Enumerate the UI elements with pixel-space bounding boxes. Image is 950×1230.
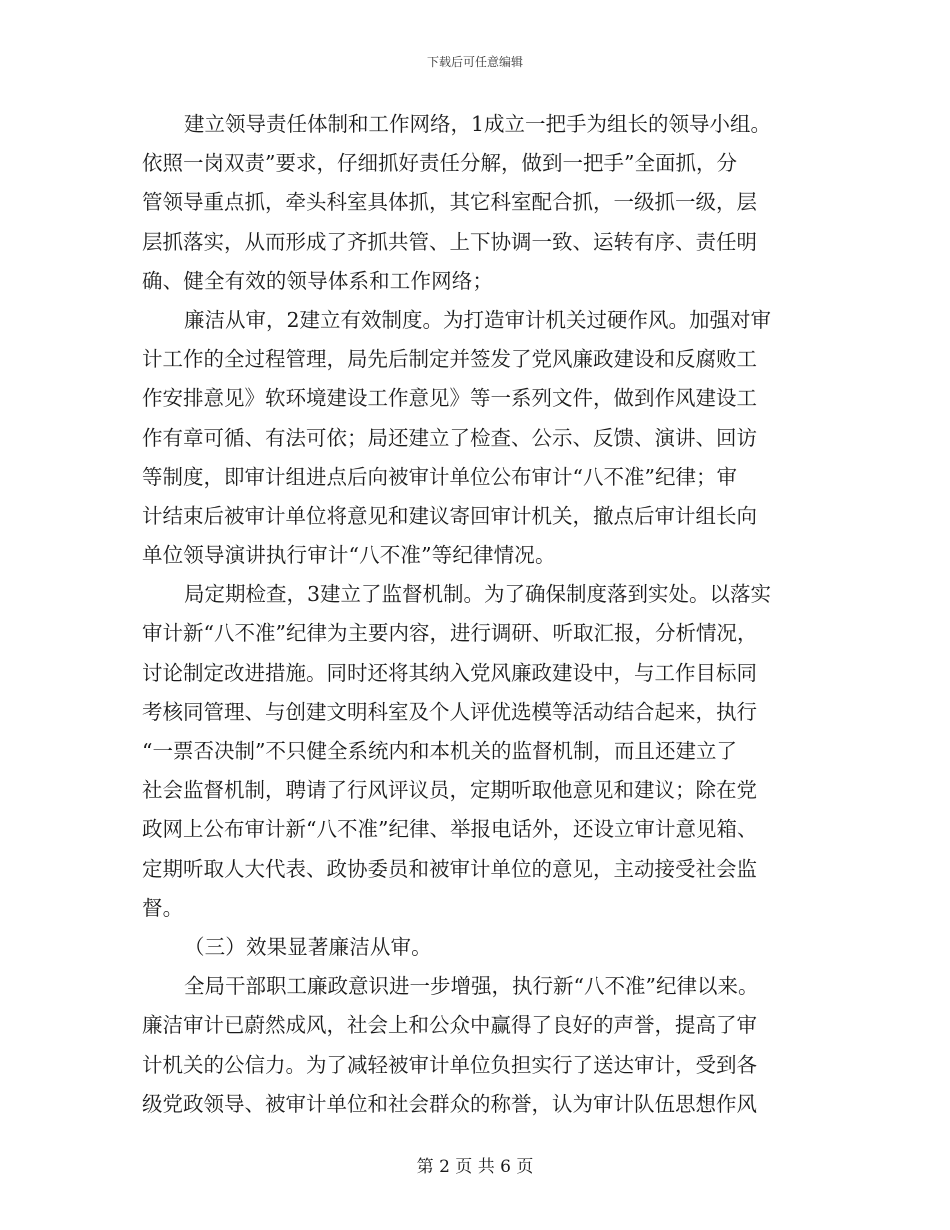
text-line: 单位领导演讲执行审计“八不准”等纪律情况。	[142, 543, 556, 568]
text-line: （三）效果显著廉洁从审。	[184, 934, 432, 959]
page-header: 下载后可任意编辑	[426, 55, 523, 69]
text-line: 政网上公布审计新“八不准”纪律、举报电话外，还设立审计意见箱、	[142, 817, 758, 842]
text-line: 作安排意见》软环境建设工作意见》等一系列文件，做到作风建设工	[142, 386, 757, 411]
text-line: 考核同管理、与创建文明科室及个人评优选模等活动结合起来，执行	[142, 699, 757, 724]
text-line: 计机关的公信力。为了减轻被审计单位负担实行了送达审计，受到各	[142, 1052, 757, 1077]
text-line: 审计新“八不准”纪律为主要内容，进行调研、听取汇报，分析情况，	[142, 621, 758, 646]
text-line: 管领导重点抓，牵头科室具体抓，其它科室配合抓，一级抓一级，层	[142, 190, 757, 215]
text-line: 等制度，即审计组进点后向被审计单位公布审计“八不准”纪律；审	[142, 464, 737, 489]
text-line: 廉洁审计已蔚然成风，社会上和公众中赢得了良好的声誉，提高了审	[142, 1013, 757, 1038]
text-line: 社会监督机制，聘请了行风评议员，定期听取他意见和建议；除在党	[142, 778, 757, 803]
text-line: 讨论制定改进措施。同时还将其纳入党风廉政建设中，与工作目标同	[142, 660, 757, 685]
text-line: 依照一岗双责”要求，仔细抓好责任分解，做到一把手”全面抓，分	[142, 151, 737, 176]
text-line: 建立领导责任体制和工作网络，1成立一把手为组长的领导小组。	[184, 112, 772, 136]
text-line: 督。	[142, 895, 184, 920]
text-line: 定期听取人大代表、政协委员和被审计单位的意见，主动接受社会监	[142, 856, 757, 881]
text-line: 计工作的全过程管理，局先后制定并签发了党风廉政建设和反腐败工	[142, 347, 757, 372]
text-line: 级党政领导、被审计单位和社会群众的称誉，认为审计队伍思想作风	[142, 1091, 757, 1116]
text-line: 确、健全有效的领导体系和工作网络；	[142, 268, 494, 293]
document-body	[142, 105, 812, 1124]
page-footer: 第 2 页 共 6 页	[416, 1157, 534, 1177]
text-line: 廉洁从审，2建立有效制度。为打造审计机关过硬作风。加强对审	[184, 307, 772, 332]
text-line: 计结束后被审计单位将意见和建议寄回审计机关，撤点后审计组长向	[142, 503, 757, 528]
text-line: “一票否决制”不只健全系统内和本机关的监督机制，而且还建立了	[142, 739, 737, 763]
text-line: 局定期检查，3建立了监督机制。为了确保制度落到实处。以落实	[184, 582, 772, 607]
text-line: 全局干部职工廉政意识进一步增强，执行新“八不准”纪律以来。	[184, 974, 759, 999]
text-line: 作有章可循、有法可依；局还建立了检查、公示、反馈、演讲、回访	[142, 425, 757, 450]
text-line: 层抓落实，从而形成了齐抓共管、上下协调一致、运转有序、责任明	[142, 229, 757, 254]
